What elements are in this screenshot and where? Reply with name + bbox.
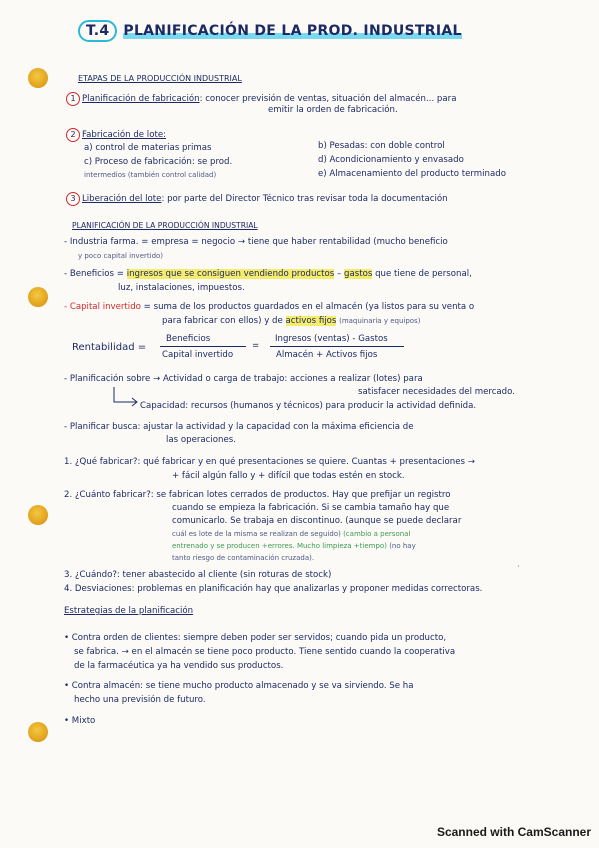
benefits-minus: –	[337, 269, 342, 279]
benefits-income: ingresos que se consiguen vendiendo productos	[126, 269, 335, 279]
question-2-e-text: (no hay	[389, 542, 416, 550]
formula-lhs: Rentabilidad =	[72, 342, 147, 353]
strategy-mixed: • Mixto	[64, 716, 96, 726]
step-2-c-cont: intermedios (también control calidad)	[84, 171, 217, 179]
binder-hole	[28, 505, 48, 525]
step-number: 2	[66, 128, 80, 142]
question-2-e	[172, 541, 416, 552]
step-label: Planificación de fabricación	[82, 94, 200, 104]
question-2-c: comunicarlo. Se trabaja en discontinuo. (aunque se puede declarar	[172, 516, 462, 526]
strategy-client-orders-b: se fabrica. → en el almacén se tiene poco producto. Tiene sentido cuando la cooperativa	[74, 647, 456, 657]
question-1-cont: + fácil algún fallo y + difícil que todas estén en stock.	[172, 471, 405, 481]
capital-label: - Capital invertido	[64, 302, 141, 312]
step-text: : por parte del Director Técnico tras revisar toda la documentación	[161, 194, 448, 204]
planning-capacity: Capacidad: recursos (humanos y técnicos) para producir la actividad definida.	[140, 401, 477, 411]
fraction-bar	[270, 346, 404, 347]
capital-line-cont	[162, 316, 420, 327]
capital-text: = suma de los productos guardados en el almacén (ya listos para su venta o	[143, 302, 475, 312]
step-2-b: b) Pesadas: con doble control	[318, 141, 445, 151]
question-2-d	[172, 529, 410, 540]
step-3	[66, 192, 448, 206]
section-heading-planning: PLANIFICACIÓN DE LA PRODUCCIÓN INDUSTRIAL	[72, 221, 258, 230]
step-number: 3	[66, 192, 80, 206]
step-number: 1	[66, 92, 80, 106]
benefits-label: - Beneficios =	[64, 269, 124, 279]
formula-num-1: Beneficios	[166, 334, 211, 344]
fraction-bar	[160, 346, 246, 347]
hook-arrow-icon	[112, 386, 142, 408]
question-2-d-text: cuál es lote de la misma se realizan de seguido)	[172, 530, 341, 538]
step-2-c: c) Proceso de fabricación: se prod.	[84, 157, 233, 167]
step-2-d: d) Acondicionamiento y envasado	[318, 155, 464, 165]
capital-cont-text: para fabricar con ellos) y de	[162, 316, 283, 326]
step-label: Liberación del lote	[82, 194, 162, 204]
benefits-expenses: gastos	[344, 269, 373, 279]
industry-line-cont: y poco capital invertido)	[78, 252, 164, 260]
benefits-line	[64, 269, 472, 280]
question-2-d-green: (cambio a personal	[343, 530, 411, 538]
binder-hole	[28, 287, 48, 307]
strategy-client-orders-c: de la farmacéutica ya ha vendido sus productos.	[74, 661, 284, 671]
page-title	[78, 20, 462, 42]
strategy-client-orders: • Contra orden de clientes: siempre deben poder ser servidos; cuando pida un producto,	[64, 633, 447, 643]
section-heading-stages: ETAPAS DE LA PRODUCCIÓN INDUSTRIAL	[78, 74, 242, 83]
benefits-line-cont: luz, instalaciones, impuestos.	[118, 283, 245, 293]
section-heading-strategies: Estrategias de la planificación	[64, 606, 194, 616]
formula-eq: =	[252, 341, 260, 351]
question-2-e-green: entrenado y se producen +errores. Mucho limpieza +tiempo)	[172, 542, 387, 550]
planning-goal: - Planificar busca: ajustar la actividad y la capacidad con la máxima eficiencia de	[64, 422, 414, 432]
formula-num-2: Ingresos (ventas) - Gastos	[275, 334, 388, 344]
formula-den-2: Almacén + Activos fijos	[276, 350, 378, 360]
planning-activity-cont: satisfacer necesidades del mercado.	[358, 387, 515, 397]
step-2	[66, 128, 166, 142]
question-3: 3. ¿Cuándo?: tener abastecido al cliente (sin roturas de stock)	[64, 570, 332, 580]
question-4: 4. Desviaciones: problemas en planificación hay que analizarlas y proponer medidas correctoras.	[64, 584, 483, 594]
step-1-cont: emitir la orden de fabricación.	[268, 105, 398, 115]
step-2-a: a) control de materias primas	[84, 143, 212, 153]
capital-line	[64, 302, 474, 313]
chapter-title: PLANIFICACIÓN DE LA PROD. INDUSTRIAL	[123, 23, 462, 39]
planning-goal-cont: las operaciones.	[166, 435, 236, 445]
benefits-expenses-text: que tiene de personal,	[375, 269, 472, 279]
question-2-b: cuando se empieza la fabricación. Si se cambia tamaño hay que	[172, 503, 450, 513]
planning-activity: - Planificación sobre → Actividad o carga de trabajo: acciones a realizar (lotes) para	[64, 374, 423, 384]
capital-fixed-assets: activos fijos	[285, 316, 337, 326]
stray-dot: ·	[517, 562, 520, 572]
step-1	[66, 92, 456, 106]
formula-den-1: Capital invertido	[162, 350, 234, 360]
scanner-watermark: Scanned with CamScanner	[436, 825, 591, 839]
step-2-e: e) Almacenamiento del producto terminado	[318, 169, 506, 179]
question-2-f: tanto riesgo de contaminación cruzada).	[172, 554, 315, 562]
binder-hole	[28, 722, 48, 742]
question-2: 2. ¿Cuánto fabricar?: se fabrican lotes cerrados de productos. Hay que prefijar un registro	[64, 490, 451, 500]
strategy-warehouse: • Contra almacén: se tiene mucho producto almacenado y se va sirviendo. Se ha	[64, 681, 414, 691]
industry-line: - Industria farma. = empresa = negocio → tiene que haber rentabilidad (mucho beneficio	[64, 237, 448, 247]
binder-hole	[28, 68, 48, 88]
chapter-number: T.4	[78, 20, 117, 42]
strategy-warehouse-b: hecho una previsión de futuro.	[74, 695, 206, 705]
step-label: Fabricación de lote:	[82, 130, 167, 140]
question-1: 1. ¿Qué fabricar?: qué fabricar y en qué presentaciones se quiere. Cuantas + presentaciones →	[64, 457, 475, 467]
capital-fixed-assets-note: (maquinaria y equipos)	[339, 317, 421, 325]
step-text: : conocer previsión de ventas, situación del almacén... para	[199, 94, 457, 104]
